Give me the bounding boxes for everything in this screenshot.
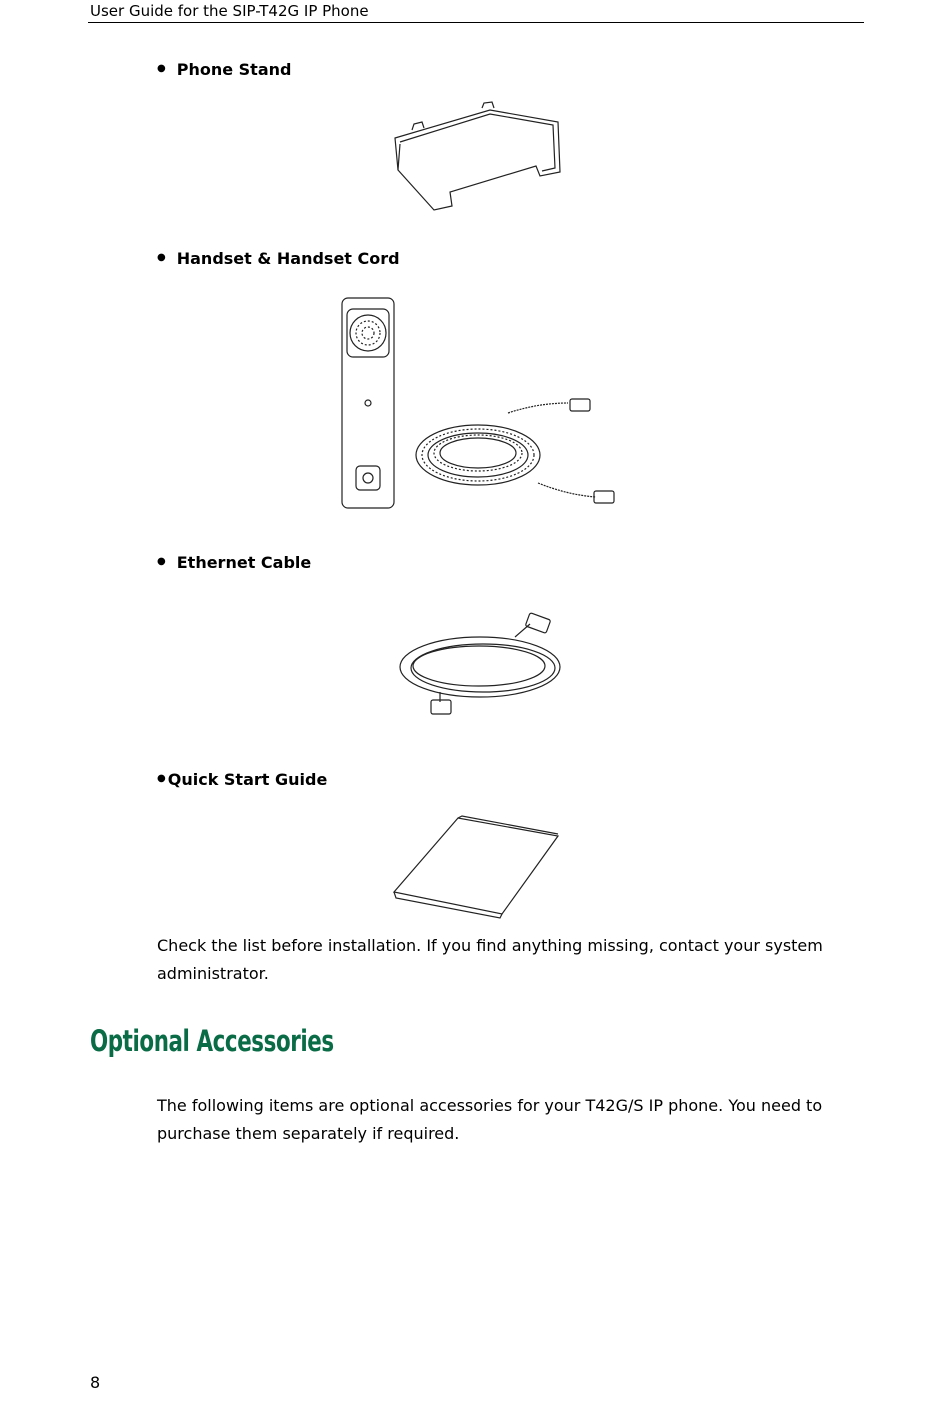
list-item-ethernet-cable [157,553,311,572]
header-title: User Guide for the SIP-T42G IP Phone [90,2,369,20]
phone-stand-icon [390,100,565,215]
bullet-icon: ● [157,556,166,567]
list-item-quick-start-guide [157,770,327,789]
list-item-label: Quick Start Guide [167,770,328,789]
section-title-optional-accessories: Optional Accessories [90,1024,334,1058]
bullet-icon: ● [157,252,166,263]
bullet-icon: ● [157,63,166,74]
list-item-phone-stand [157,60,291,79]
quick-start-guide-icon [390,812,562,920]
list-item-handset [157,249,400,268]
list-item-label: Phone Stand [176,60,292,79]
bullet-icon: ● [157,773,166,784]
ethernet-cable-icon [395,612,565,717]
check-note: Check the list before installation. If you find anything missing, contact your system administrator. [157,936,823,983]
optional-description: The following items are optional accessories for your T42G/S IP phone. You need to purchase them separately if required. [157,1096,823,1143]
list-item-label: Ethernet Cable [176,553,312,572]
page-number: 8 [90,1373,101,1392]
list-item-label: Handset & Handset Cord [176,249,400,268]
header-divider [88,22,864,23]
handset-icon [338,295,618,513]
